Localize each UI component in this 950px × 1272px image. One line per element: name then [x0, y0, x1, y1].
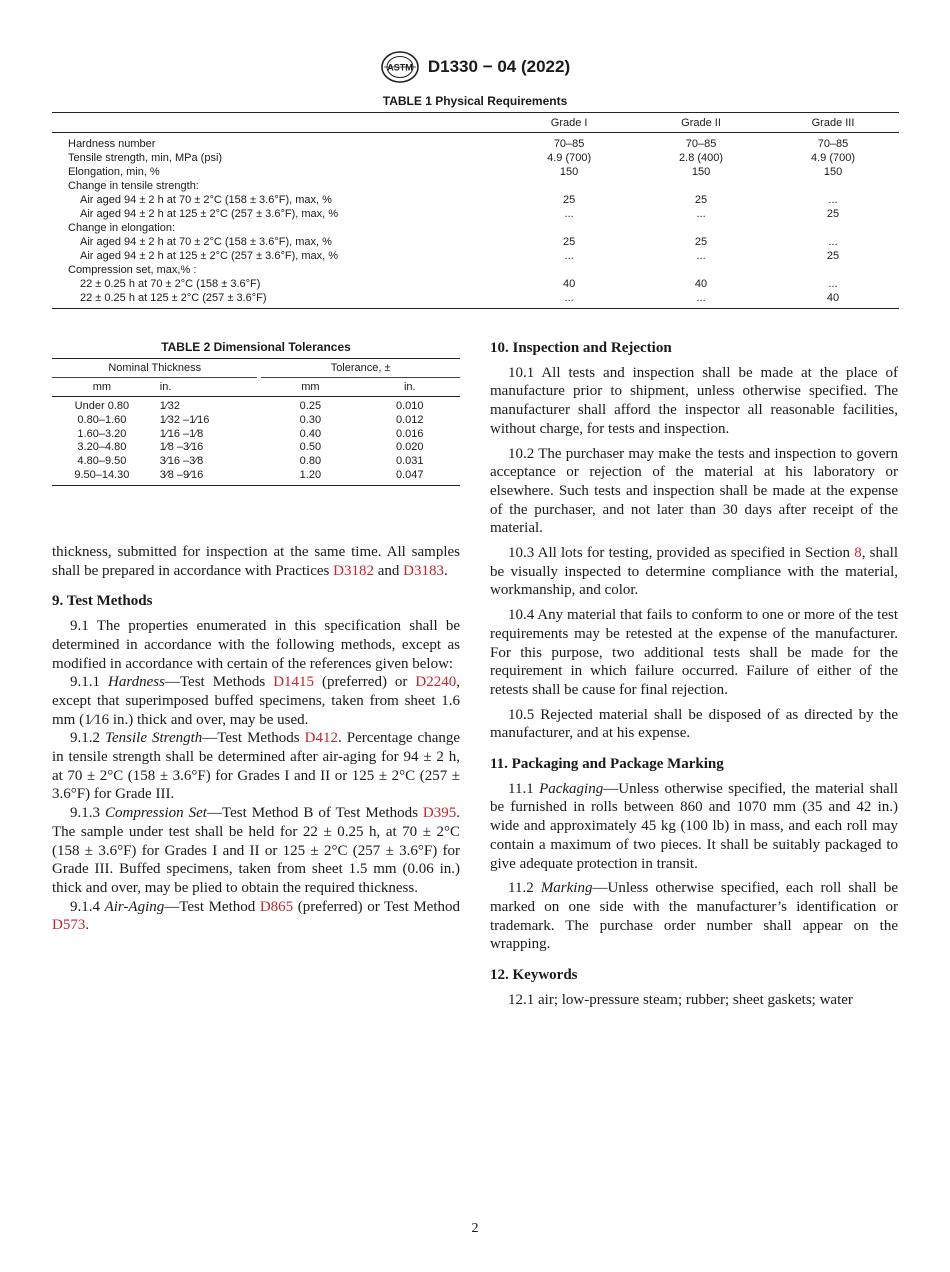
table1-row-label: 22 ± 0.25 h at 125 ± 2°C (257 ± 3.6°F) [52, 291, 503, 309]
table1-cell: 25 [826, 207, 840, 220]
paragraph-10-1: 10.1 All tests and inspection shall be made at the place of manufacture prior to shipment, unless otherwise specified. The manufacturer shall afford the inspector all reasonable facilities, without charge, for tests and inspection. [490, 364, 898, 437]
table1-cell: 25 [562, 235, 576, 248]
table2-row [52, 397, 460, 414]
table1-cell: 150 [691, 165, 711, 178]
table1-cell: ... [696, 249, 706, 262]
ref-link-d1415[interactable]: D1415 [273, 674, 315, 691]
table2-header-tolerance: Tolerance, ± [261, 359, 460, 378]
table2-cell: 4.80–9.50 [77, 455, 127, 468]
table1-row [52, 165, 899, 179]
physical-requirements-table [52, 112, 899, 309]
ref-link-d573[interactable]: D573 [52, 917, 86, 934]
table1-cell: 25 [562, 193, 576, 206]
table1-row-label: Compression set, max,% : [68, 263, 197, 276]
table1-row-label: Hardness number [68, 137, 156, 150]
ref-link-d865[interactable]: D865 [259, 898, 294, 915]
table2-cell: 1⁄8 –3⁄16 [159, 441, 204, 454]
ref-link-d395[interactable]: D395 [422, 805, 457, 822]
table1-cell: 40 [694, 277, 708, 290]
table1-caption: TABLE 1 Physical Requirements [382, 94, 568, 108]
table1-row [52, 277, 899, 291]
table1-cell: ... [828, 193, 838, 206]
table2-row [52, 455, 460, 469]
table1-cell: ... [503, 291, 635, 309]
table2-cell: Under 0.80 [74, 400, 130, 413]
table1-cell: ... [696, 207, 706, 220]
paragraph-11-2: 11.2 Marking—Unless otherwise specified, each roll shall be marked on one side with the manufacturer’s identification or trademark. The purchase order number shall appear on the wrapping. [490, 880, 898, 953]
table2-cell: 1⁄32 –1⁄16 [159, 414, 210, 427]
paragraph-12-1: 12.1 air; low-pressure steam; rubber; sheet gaskets; water [508, 991, 853, 1008]
table1-cell [503, 221, 635, 235]
ref-link-d3182[interactable]: D3182 [333, 562, 374, 579]
table1-row-label: Elongation, min, % [68, 165, 160, 178]
astm-logo [380, 50, 420, 84]
table1-cell: 70–85 [553, 137, 585, 150]
table1-row [52, 151, 899, 165]
table2-row [52, 414, 460, 428]
table1-row [52, 291, 899, 309]
table2-cell: 1.20 [261, 468, 359, 485]
paragraph-9-1-4: 9.1.4 Air-Aging—Test Method D865 (preferred) or Test Method D573. [52, 898, 461, 934]
left-column [52, 543, 460, 935]
table1-cell: 25 [694, 235, 708, 248]
table1-row [52, 133, 899, 152]
document-designation: D1330 − 04 (2022) [427, 57, 571, 76]
table1-header-grade1: Grade I [503, 113, 635, 133]
table2-cell: 1⁄16 –1⁄8 [159, 427, 204, 440]
table2-body [52, 397, 460, 486]
paragraph-10-2: 10.2 The purchaser may make the tests and inspection to govern acceptance or rejection of the material at his laboratory or elsewhere. Such tests and inspection shall be made at the expense of the purchaser, and not later than 30 days after receipt of the material. [490, 445, 898, 537]
table2-cell: 9.50–14.30 [52, 468, 152, 485]
table2-cell: 0.012 [395, 414, 424, 427]
table2-cell: 0.047 [360, 468, 460, 485]
ref-link-d2240[interactable]: D2240 [415, 674, 457, 691]
table1-row [52, 235, 899, 249]
section-heading-test-methods: 9. Test Methods [52, 593, 153, 610]
table1-cell [503, 179, 635, 193]
table1-cell [635, 179, 767, 193]
table1-cell [767, 221, 899, 235]
table2-cell: 0.80 [299, 455, 322, 468]
table2-subheader: in. [360, 378, 460, 397]
table2-subheader: in. [152, 378, 258, 397]
table2-subheader: mm [52, 378, 152, 397]
section-heading-packaging: 11. Packaging and Package Marking [490, 756, 724, 773]
table1-cell: 150 [823, 165, 843, 178]
table2-row [52, 468, 460, 485]
table2-cell: 0.020 [395, 441, 424, 454]
table2-cell: 0.25 [299, 400, 322, 413]
table2-cell: 0.031 [395, 455, 424, 468]
table1-body [52, 133, 899, 309]
table2-cell: 3⁄8 –9⁄16 [152, 468, 258, 485]
table1-header-blank [52, 113, 503, 133]
table1-header-grade2: Grade II [635, 113, 767, 133]
paragraph-10-5: 10.5 Rejected material shall be disposed of as directed by the manufacturer, and at his expense. [490, 706, 898, 742]
table1-cell [767, 179, 899, 193]
table2-cell: 0.016 [395, 427, 424, 440]
table1-row [52, 207, 899, 221]
table1-cell [635, 221, 767, 235]
table1-row-label: Change in tensile strength: [68, 179, 199, 192]
table1-cell: 70–85 [685, 137, 717, 150]
paragraph-10-3: 10.3 All lots for testing, provided as specified in Section 8, shall be visually inspected to determine compliance with the material, workmanship, and color. [490, 545, 898, 599]
table1-header-grade3: Grade III [767, 113, 899, 133]
table1-cell: 4.9 (700) [810, 151, 856, 164]
table1-cell: 40 [767, 291, 899, 309]
table1-row-label: Air aged 94 ± 2 h at 125 ± 2°C (257 ± 3.6°F), max, % [80, 207, 339, 220]
table1-row-label: Change in elongation: [68, 221, 176, 234]
table2-cell: 1⁄32 [159, 400, 180, 413]
section-heading-keywords: 12. Keywords [490, 967, 578, 984]
dimensional-tolerances-table [52, 358, 460, 486]
table2-header-nominal: Nominal Thickness [52, 359, 257, 378]
table1-row [52, 249, 899, 263]
table2-cell: 0.80–1.60 [77, 414, 127, 427]
table1-row-label: Tensile strength, min, MPa (psi) [68, 151, 223, 164]
paragraph-10-4: 10.4 Any material that fails to conform to one or more of the test requirements may be retested at the expense of the manufacturer. For this purpose, two additional tests shall be made for the requirement in which failure occurred. Failure of either of the retests shall be cause for final rejection. [490, 607, 898, 698]
table1-cell: ... [564, 249, 574, 262]
table1-row [52, 263, 899, 277]
table1-cell: 25 [694, 193, 708, 206]
table1-row [52, 193, 899, 207]
table1-cell: ... [828, 235, 838, 248]
paragraph-9-1-3: 9.1.3 Compression Set—Test Method B of Test Methods D395. The sample under test shall be held for 22 ± 0.25 h, at 70 ± 2°C (158 ± 3.6°F) for Grades I and II or 125 ± 2°C (257 ± 3.6°F) for Grade III. Buffed specimens, taken from sheet 1.5 mm (0.06 in.) thick and over, may be plied to obtain the required thickness. [52, 805, 460, 896]
paragraph-9-1-1: 9.1.1 Hardness—Test Methods D1415 (preferred) or D2240, except that superimposed buffed specimens, taken from sheet 1.6 mm (1⁄16 in.) thick and over, may be used. [52, 674, 461, 728]
table2-caption: TABLE 2 Dimensional Tolerances [161, 340, 351, 354]
table2-cell: 0.30 [299, 414, 322, 427]
table1-row-label: Air aged 94 ± 2 h at 70 ± 2°C (158 ± 3.6°F), max, % [80, 235, 332, 248]
table2-cell: 1.60–3.20 [77, 427, 127, 440]
table1-cell: 70–85 [817, 137, 849, 150]
section-heading-inspection: 10. Inspection and Rejection [490, 340, 672, 356]
paragraph-9-1: 9.1 The properties enumerated in this specification shall be determined in accordance with the following methods, except as modified in accordance with certain of the references given below: [52, 618, 460, 672]
table1-cell: ... [828, 277, 838, 290]
page-header [0, 50, 950, 84]
table1-cell [767, 263, 899, 277]
table2-cell: 0.50 [299, 441, 322, 454]
table1-cell: ... [635, 291, 767, 309]
svg-text:ASTM: ASTM [387, 62, 413, 73]
right-column [490, 339, 898, 1016]
page-number: 2 [471, 1221, 479, 1236]
ref-link-d3183[interactable]: D3183 [403, 562, 444, 579]
table1-cell [635, 263, 767, 277]
table2-row [52, 427, 460, 441]
ref-link-d412[interactable]: D412 [304, 730, 338, 747]
table1-row-label: Air aged 94 ± 2 h at 125 ± 2°C (257 ± 3.6°F), max, % [80, 249, 339, 262]
table2-row [52, 441, 460, 455]
table1-row-label: 22 ± 0.25 h at 70 ± 2°C (158 ± 3.6°F) [80, 277, 261, 290]
table2-subheader: mm [261, 378, 359, 397]
table1-cell: 4.9 (700) [547, 151, 592, 164]
table1-cell: 25 [826, 249, 840, 262]
paragraph-11-1: 11.1 Packaging—Unless otherwise specified, the material shall be furnished in rolls between 860 and 1070 mm (35 and 42 in.) wide and approximately 45 kg (100 lb) in mass, and each roll may contain a maximum of two pieces. It shall be suitably packaged to give adequate protection in transit. [490, 780, 898, 872]
paragraph-continued: thickness, submitted for inspection at the same time. All samples shall be prepared in accordance with Practices D3182 and D3183. [52, 544, 460, 579]
table1-cell [503, 263, 635, 277]
table2-cell: 0.010 [395, 400, 424, 413]
table1-cell: ... [564, 207, 574, 220]
table1-cell: 150 [559, 165, 579, 178]
table1-row [52, 179, 899, 193]
table1-cell: 2.8 (400) [679, 151, 724, 164]
table1-cell: 40 [562, 277, 576, 290]
table2-cell: 3.20–4.80 [77, 441, 127, 454]
table1-row [52, 221, 899, 235]
table2-cell: 3⁄16 –3⁄8 [159, 455, 204, 468]
ref-link-section-8[interactable]: 8 [854, 545, 862, 562]
table2-cell: 0.40 [299, 427, 322, 440]
paragraph-9-1-2: 9.1.2 Tensile Strength—Test Methods D412. Percentage change in tensile strength shall be determined after air-aging for 94 ± 2 h, at 70 ± 2°C (158 ± 3.6°F) for Grades I and II or 125 ± 2°C (257 ± 3.6°F) for Grade III. [52, 730, 461, 803]
table1-row-label: Air aged 94 ± 2 h at 70 ± 2°C (158 ± 3.6°F), max, % [80, 193, 332, 206]
